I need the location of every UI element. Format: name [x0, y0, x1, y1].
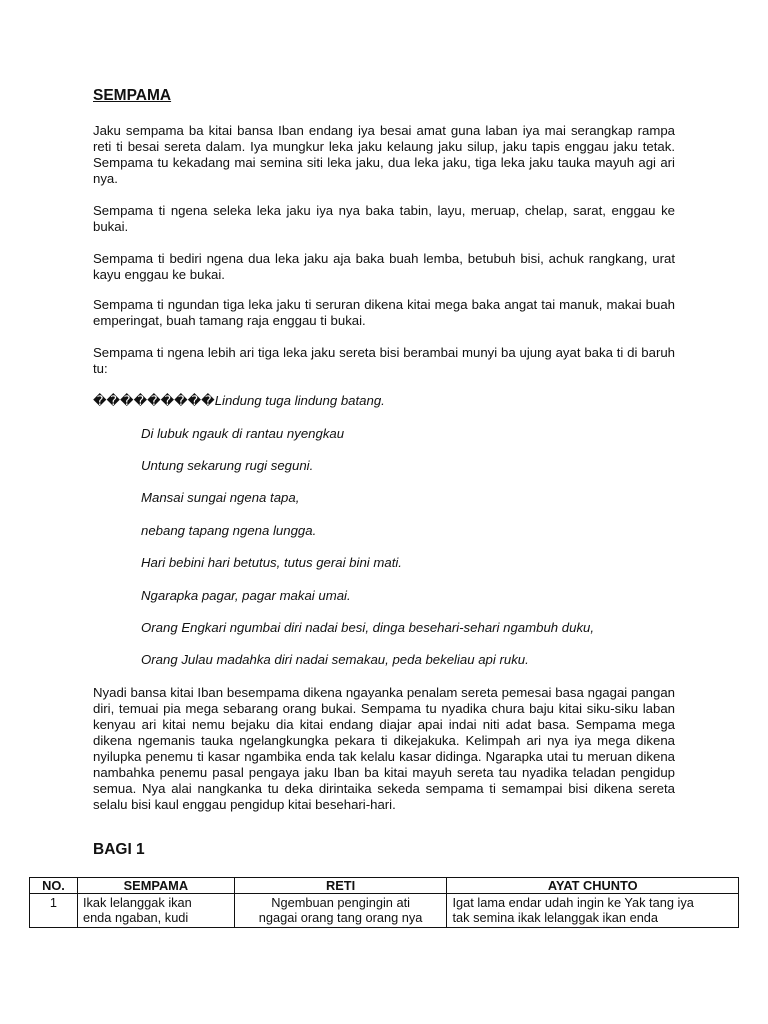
verse-line: Ngarapka pagar, pagar makai umai.: [141, 588, 351, 603]
cell-ayat-chunto: [447, 894, 739, 928]
cell-sempama-line: enda ngaban, kudi: [82, 910, 189, 925]
verse-line: Orang Engkari ngumbai diri nadai besi, dinga besehari-sehari ngambuh duku,: [141, 620, 595, 635]
closing-paragraph: Nyadi bansa kitai Iban besempama dikena ngayanka penalam sereta pemesai basa ngagai pangan diri, temuai pia mega sebarang orang bukai. Sempama tu nyadika chura baju kitai siku-siku laban kenyau ari kitai nemu bejaku dia kitai endang diajar apai indai niti adat basa. Sempama mega dikena ngemanis tauka ngelangkungka pekara ti dikejakuka. Kelimpah ari nya iya mega dikena nyilupka penemu ti kasar ngambika enda tak kelalu kasar didinga. Ngarapka utai tu meruan dikena nambahka penemu pasal pengaya jaku Iban ba kitai mayuh sereta tau nyadika teladan pengidup semua. Nya alai nangkanka tu deka dirintaika sekeda sempama ti semampai bisi dikena sereta selalu bisi kaul enggau pengidup kitai besehari-hari.: [93, 685, 675, 812]
verse-line: Orang Julau madahka diri nadai semakau, peda bekeliau api ruku.: [141, 652, 529, 667]
header-no: NO.: [30, 878, 78, 894]
verse-line: Mansai sungai ngena tapa,: [141, 490, 300, 505]
cell-no: 1: [30, 894, 78, 928]
sempama-table: [29, 877, 739, 928]
header-sempama: SEMPAMA: [77, 878, 234, 894]
table-row: [30, 894, 739, 928]
cell-reti: [234, 894, 447, 928]
cell-sempama: [77, 894, 234, 928]
verse-line: nebang tapang ngena lungga.: [141, 523, 317, 538]
paragraph-more-words: Sempama ti ngena lebih ari tiga leka jaku sereta bisi berambai munyi ba ujung ayat baka ti di baruh tu:: [93, 345, 675, 376]
header-ayat-chunto: AYAT CHUNTO: [447, 878, 739, 894]
table-header-row: [30, 878, 739, 894]
paragraph-three-words: Sempama ti ngundan tiga leka jaku ti seruran dikena kitai mega baka angat tai manuk, makai buah emperingat, buah tamang raja enggau ti bukai.: [93, 297, 675, 328]
cell-sempama-line: Ikak lelanggak ikan: [82, 895, 192, 910]
verse-line: Untung sekarung rugi seguni.: [141, 458, 314, 473]
section-title: BAGI 1: [93, 841, 145, 858]
verse-text: Lindung tuga lindung batang.: [214, 393, 385, 408]
cell-reti-line: ngagai orang tang orang nya: [258, 910, 423, 925]
cell-reti-line: Ngembuan pengingin ati: [271, 895, 410, 910]
paragraph-one-word: Sempama ti ngena seleka leka jaku iya nya baka tabin, layu, meruap, chelap, sarat, enggau ke bukai.: [93, 203, 675, 234]
header-reti: RETI: [234, 878, 447, 894]
intro-paragraph: Jaku sempama ba kitai bansa Iban endang iya besai amat guna laban iya mai serangkap rampa reti ti besai sereta dalam. Iya mungkur leka jaku kelaung jaku silup, jaku tapis enggau jaku tetak. Sempama tu kekadang mai semina siti leka jaku, dua leka jaku, tiga leka jaku tauka mayuh agi ari nya.: [93, 123, 675, 186]
cell-ayat-line: tak semina ikak lelanggak ikan enda: [452, 910, 659, 925]
paragraph-two-words: Sempama ti bediri ngena dua leka jaku aja baka buah lemba, betubuh bisi, achuk rangkang, urat kayu enggau ke bukai.: [93, 251, 675, 282]
cell-ayat-line: Igat lama endar udah ingin ke Yak tang iya: [452, 895, 694, 910]
verse-line: Di lubuk ngauk di rantau nyengkau: [141, 426, 345, 441]
verse-line: [93, 393, 385, 409]
verse-prefix-glyphs: ���������: [93, 393, 215, 408]
verse-line: Hari bebini hari betutus, tutus gerai bini mati.: [141, 555, 402, 570]
page-title: SEMPAMA: [93, 87, 172, 104]
